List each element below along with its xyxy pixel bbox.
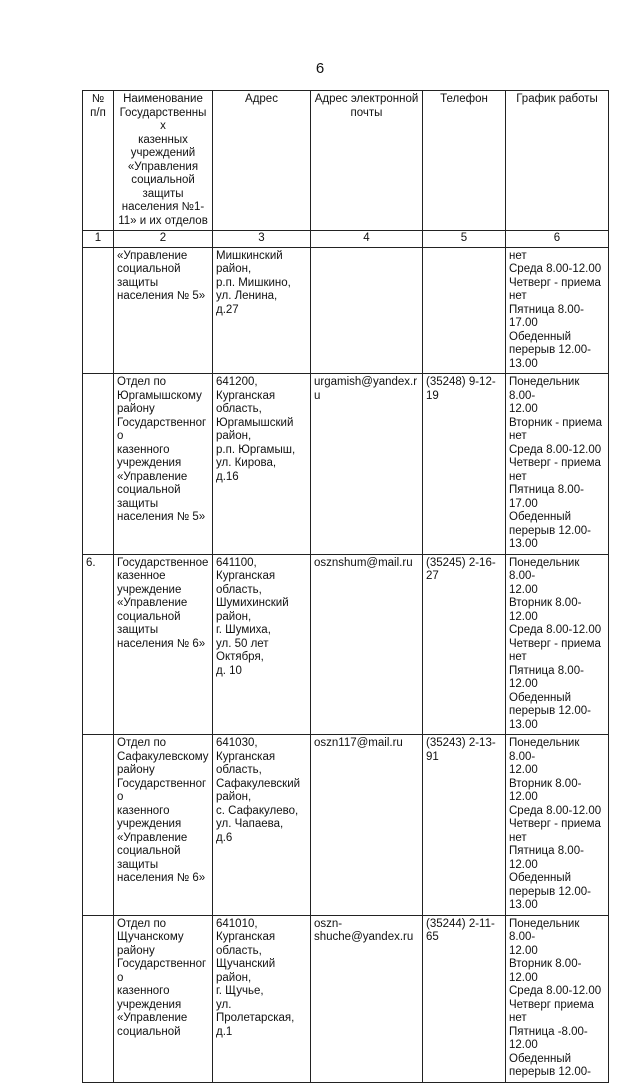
- institution-schedule: Понедельник 8.00- 12.00 Вторник 8.00-12.00 Среда 8.00-12.00 Четверг приема нет Пятница -8.00-12.00 Обеденный перерыв 12.00-: [506, 915, 609, 1082]
- institution-schedule: Понедельник 8.00- 12.00 Вторник 8.00-12.00 Среда 8.00-12.00 Четверг - приема нет Пятница 8.00-12.00 Обеденный перерыв 12.00- 13.00: [506, 735, 609, 916]
- header-row: [83, 91, 609, 231]
- institutions-table: [82, 90, 609, 1083]
- institution-name: Отдел по Юргамышскому району Государственного казенного учреждения «Управление социальной защиты населения № 5»: [114, 374, 213, 555]
- institution-email: osznshum@mail.ru: [311, 554, 423, 735]
- institution-schedule: нет Среда 8.00-12.00 Четверг - приема нет Пятница 8.00-17.00 Обеденный перерыв 12.00- 13.00: [506, 247, 609, 374]
- institution-schedule: Понедельник 8.00- 12.00 Вторник 8.00-12.00 Среда 8.00-12.00 Четверг - приема нет Пятница 8.00-12.00 Обеденный перерыв 12.00- 13.00: [506, 554, 609, 735]
- header-name: Наименование Государственных казенных учреждений «Управления социальной защиты населения №1- 11» и их отделов: [114, 91, 213, 231]
- header-phone: Телефон: [423, 91, 506, 231]
- table-row: [83, 247, 609, 374]
- institution-address: 641200, Курганская область, Юргамышский район, р.п. Юргамыш, ул. Кирова, д.16: [213, 374, 311, 555]
- institution-address: Мишкинский район, р.п. Мишкино, ул. Ленина, д.27: [213, 247, 311, 374]
- table-row: [83, 554, 609, 735]
- institution-email: urgamish@yandex.ru: [311, 374, 423, 555]
- institution-address: 641010, Курганская область, Щучанский район, г. Щучье, ул. Пролетарская, д.1: [213, 915, 311, 1082]
- column-number: 3: [213, 231, 311, 248]
- institution-phone: [423, 247, 506, 374]
- institution-phone: (35245) 2-16- 27: [423, 554, 506, 735]
- row-number: [83, 735, 114, 916]
- institution-name: Государственное казенное учреждение «Управление социальной защиты населения № 6»: [114, 554, 213, 735]
- row-number: [83, 247, 114, 374]
- institution-email: [311, 247, 423, 374]
- institution-phone: (35243) 2-13- 91: [423, 735, 506, 916]
- institution-name: «Управление социальной защиты населения № 5»: [114, 247, 213, 374]
- row-number: [83, 915, 114, 1082]
- institution-phone: (35244) 2-11-65: [423, 915, 506, 1082]
- institution-schedule: Понедельник 8.00- 12.00 Вторник - приема нет Среда 8.00-12.00 Четверг - приема нет Пятница 8.00-17.00 Обеденный перерыв 12.00- 13.00: [506, 374, 609, 555]
- institution-email: oszn- shuche@yandex.ru: [311, 915, 423, 1082]
- institution-name: Отдел по Щучанскому району Государственного казенного учреждения «Управление социальной: [114, 915, 213, 1082]
- row-number: [83, 374, 114, 555]
- header-schedule: График работы: [506, 91, 609, 231]
- header-address: Адрес: [213, 91, 311, 231]
- table-row: [83, 374, 609, 555]
- column-number: 1: [83, 231, 114, 248]
- institution-phone: (35248) 9-12- 19: [423, 374, 506, 555]
- institution-email: oszn117@mail.ru: [311, 735, 423, 916]
- column-number: 6: [506, 231, 609, 248]
- column-number: 5: [423, 231, 506, 248]
- table-row: [83, 735, 609, 916]
- institution-address: 641100, Курганская область, Шумихинский район, г. Шумиха, ул. 50 лет Октября, д. 10: [213, 554, 311, 735]
- institution-name: Отдел по Сафакулевскому району Государственного казенного учреждения «Управление социальной защиты населения № 6»: [114, 735, 213, 916]
- header-email: Адрес электронной почты: [311, 91, 423, 231]
- institution-address: 641030, Курганская область, Сафакулевский район, с. Сафакулево, ул. Чапаева, д.6: [213, 735, 311, 916]
- row-number: 6.: [83, 554, 114, 735]
- page-number: 6: [315, 60, 325, 77]
- column-number-row: [83, 231, 609, 248]
- table-row: [83, 915, 609, 1082]
- header-num: № п/п: [83, 91, 114, 231]
- column-number: 2: [114, 231, 213, 248]
- column-number: 4: [311, 231, 423, 248]
